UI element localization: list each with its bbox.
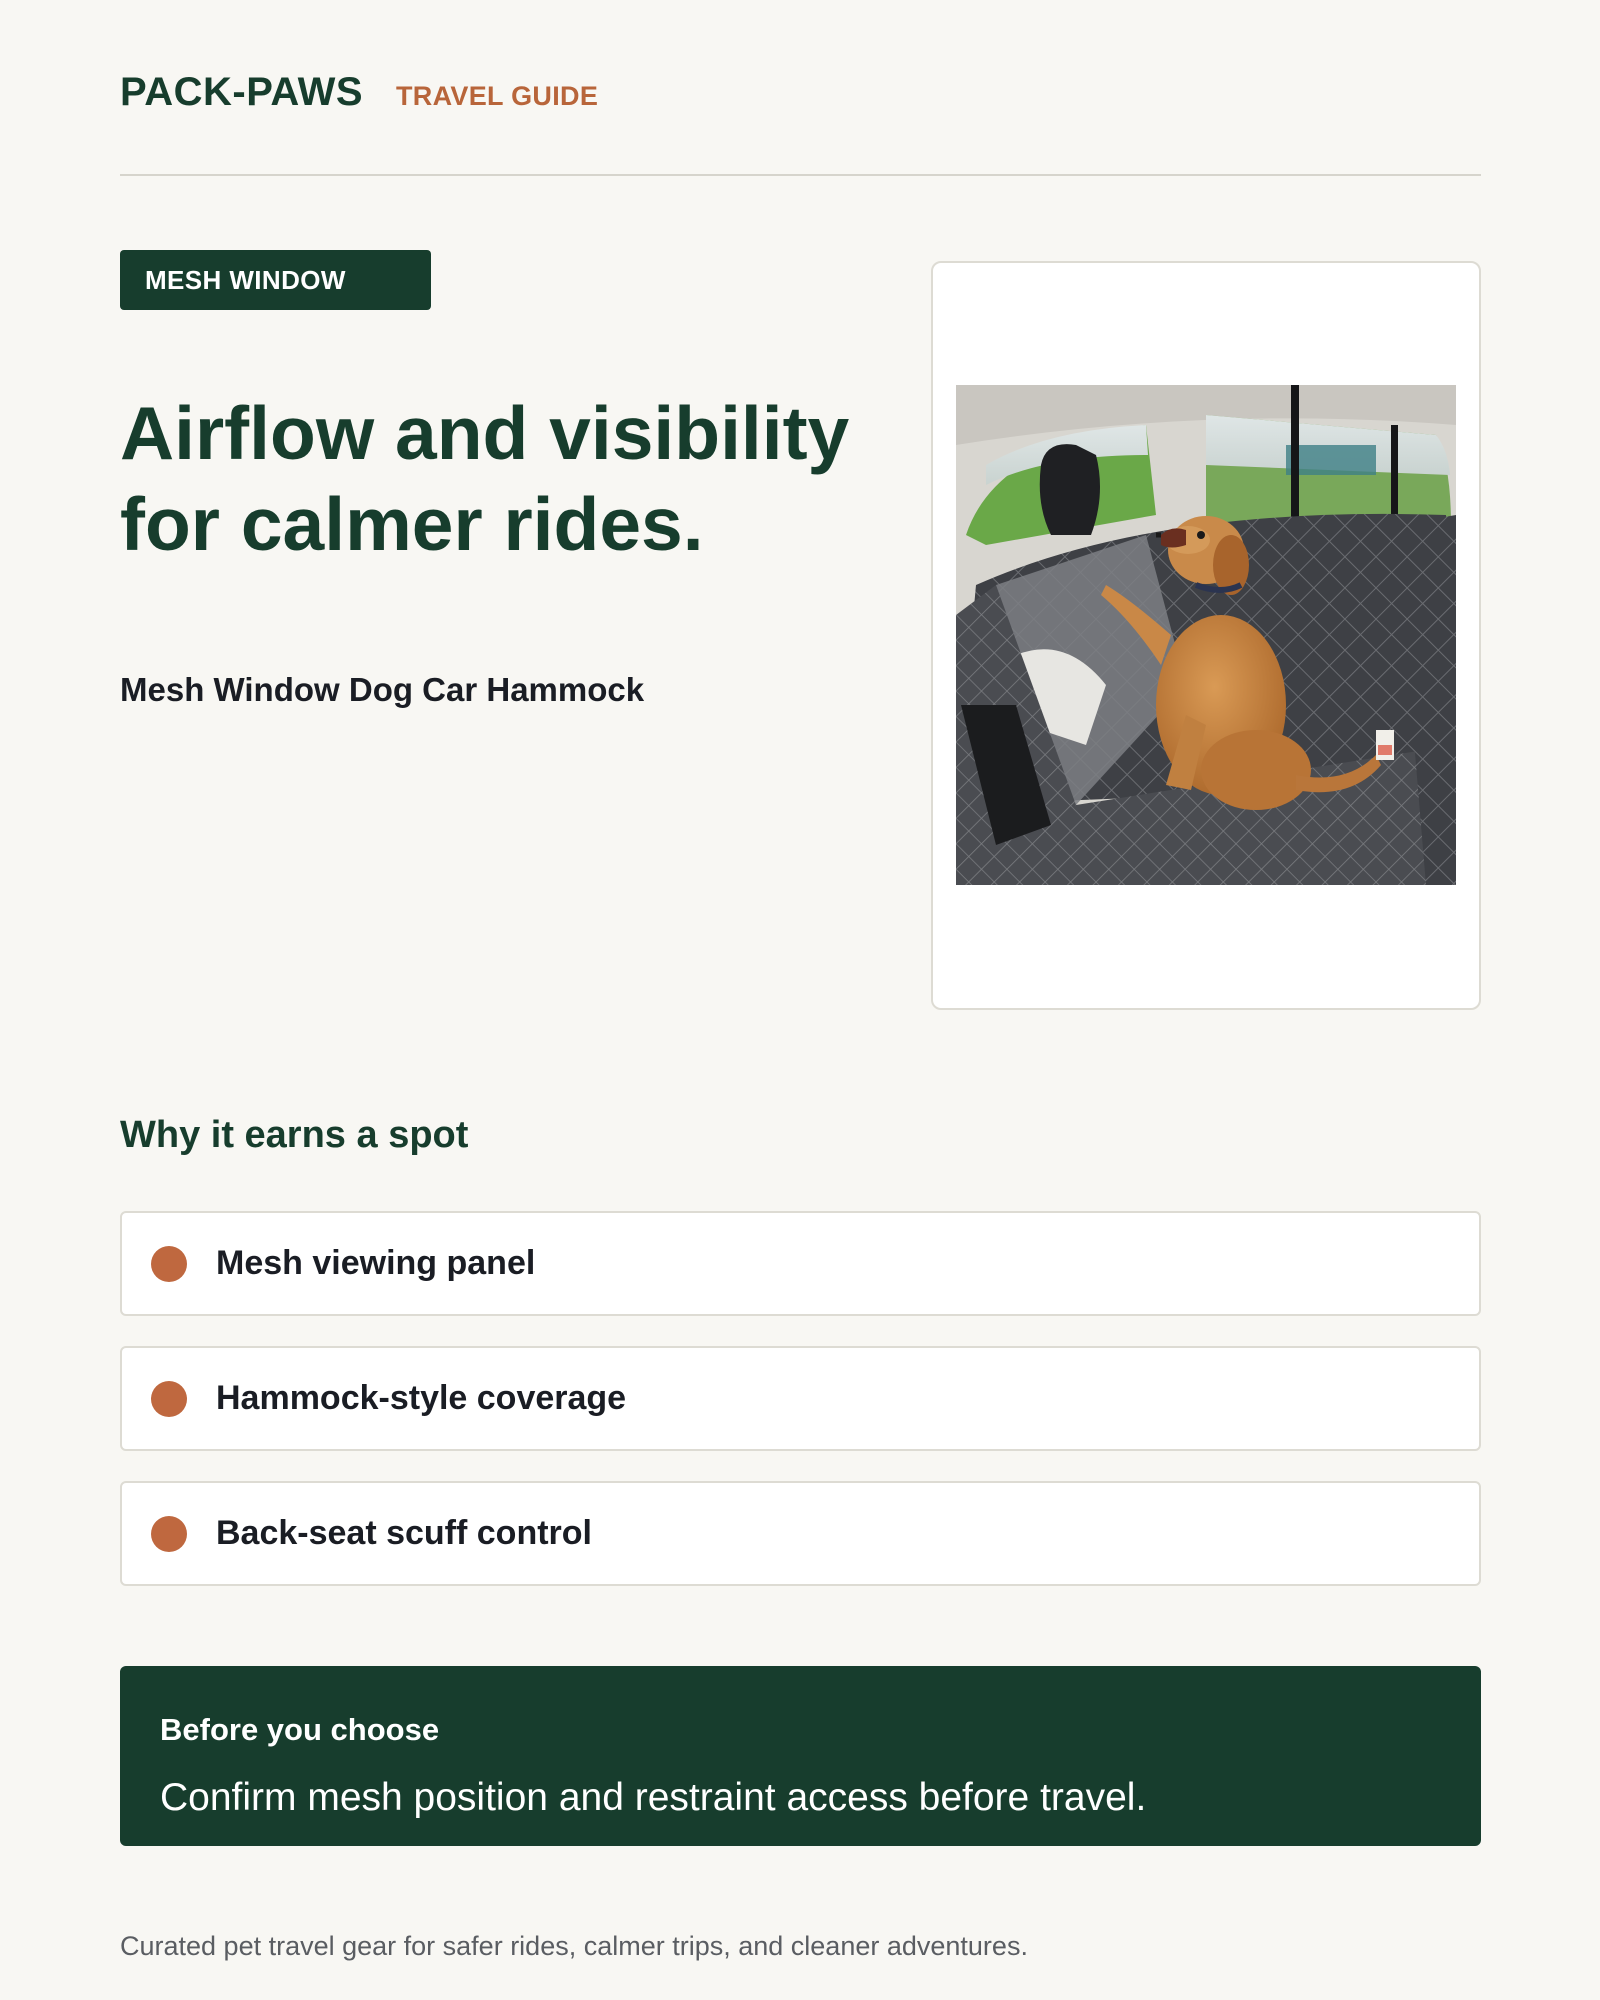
page [120,0,1481,2000]
section-tag: TRAVEL GUIDE [396,81,599,111]
feature-item [120,1211,1481,1316]
header-divider [120,174,1481,176]
product-photo [956,385,1456,885]
page-title: Airflow and visibility for calmer rides. [120,391,850,566]
site-header [120,70,598,130]
callout-title: Before you choose [160,1712,440,1747]
footer-text: Curated pet travel gear for safer rides, calmer trips, and cleaner adventures. [120,1931,1028,1961]
bullet-dot-icon [151,1246,187,1282]
feature-item [120,1346,1481,1451]
advice-callout [120,1666,1481,1846]
feature-label: Back-seat scuff control [216,1514,592,1552]
category-badge: MESH WINDOW [120,250,431,310]
features-title: Why it earns a spot [120,1114,469,1156]
feature-label: Hammock-style coverage [216,1379,627,1417]
feature-label: Mesh viewing panel [216,1244,536,1282]
bullet-dot-icon [151,1381,187,1417]
product-image-card [931,261,1481,1010]
feature-item [120,1481,1481,1586]
dog-hammock-illustration [956,385,1456,885]
bullet-dot-icon [151,1516,187,1552]
product-name: Mesh Window Dog Car Hammock [120,671,645,708]
callout-text: Confirm mesh position and restraint access before travel. [160,1776,1147,1819]
brand-logo[interactable]: PACK-PAWS [120,70,364,114]
